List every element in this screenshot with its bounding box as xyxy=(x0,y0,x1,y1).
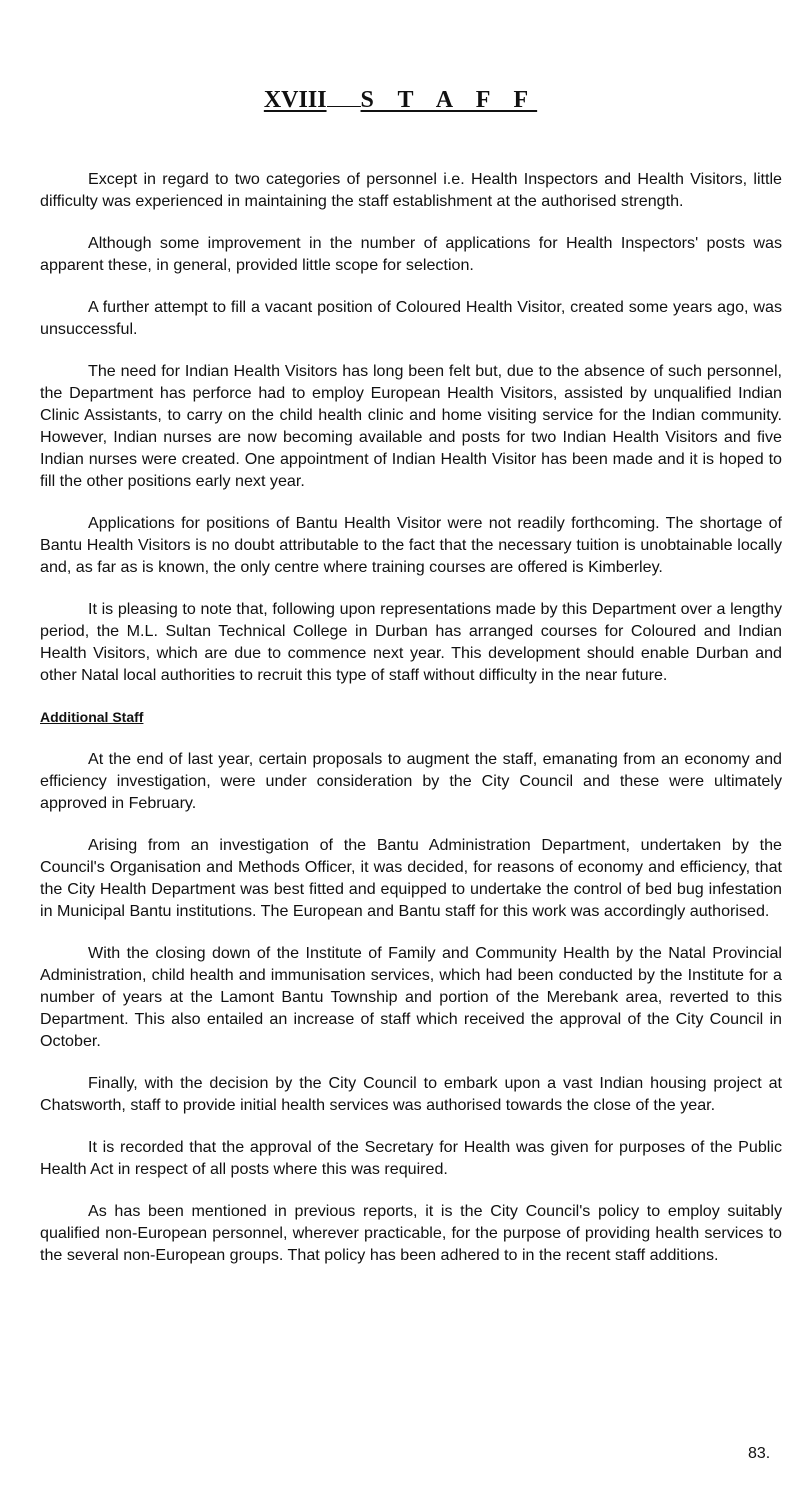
subheading-additional-staff: Additional Staff xyxy=(40,709,144,725)
paragraph: Arising from an investigation of the Bantu Administration Department, undertaken by the Council's Organisation and Methods Officer, it was decided, for reasons of economy and efficiency, that the City Health Department was best fitted and equipped to undertake the control of bed bug infestation in Municipal Bantu institutions. The European and Bantu staff for this work was accordingly authorised. xyxy=(40,836,782,920)
section-heading xyxy=(0,84,801,115)
page-number: 83. xyxy=(748,1445,771,1462)
paragraph: A further attempt to fill a vacant position of Coloured Health Visitor, created some years ago, was unsuccessful. xyxy=(40,298,782,338)
paragraph: Except in regard to two categories of personnel i.e. Health Inspectors and Health Visitors, little difficulty was experienced in maintaining the staff establishment at the authorised strength. xyxy=(40,170,782,210)
paragraph: Applications for positions of Bantu Health Visitor were not readily forthcoming. The shortage of Bantu Health Visitors is no doubt attributable to the fact that the necessary tuition is unobtainable locally and, as far as is known, the only centre where training courses are offered is Kimberley. xyxy=(40,514,782,576)
paragraph: Although some improvement in the number of applications for Health Inspectors' posts was apparent these, in general, provided little scope for selection. xyxy=(40,234,782,274)
paragraph: As has been mentioned in previous reports, it is the City Council's policy to employ suitably qualified non-European personnel, wherever practicable, for the purpose of providing health services to the several non-European groups. That policy has been adhered to in the recent staff additions. xyxy=(40,1202,782,1264)
section-title: S T A F F xyxy=(360,87,538,113)
section-number: XVIII xyxy=(263,87,327,113)
paragraph: It is pleasing to note that, following upon representations made by this Department over a lengthy period, the M.L. Sultan Technical College in Durban has arranged courses for Coloured and Indian Health Visitors, which are due to commence next year. This development should enable Durban and other Natal local authorities to recruit this type of staff without difficulty in the near future. xyxy=(40,600,782,684)
paragraph: At the end of last year, certain proposals to augment the staff, emanating from an economy and efficiency investigation, were under consideration by the City Council and these were ultimately approved in February. xyxy=(40,750,782,812)
paragraph: The need for Indian Health Visitors has long been felt but, due to the absence of such personnel, the Department has perforce had to employ European Health Visitors, assisted by unqualified Indian Clinic Assistants, to carry on the child health clinic and home visiting service for the Indian community. However, Indian nurses are now becoming available and posts for two Indian Health Visitors and five Indian nurses were created. One appointment of Indian Health Visitor has been made and it is hoped to fill the other positions early next year. xyxy=(40,362,782,490)
paragraph: Finally, with the decision by the City Council to embark upon a vast Indian housing project at Chatsworth, staff to provide initial health services was authorised towards the close of the year. xyxy=(40,1074,782,1114)
paragraph: With the closing down of the Institute of Family and Community Health by the Natal Provincial Administration, child health and immunisation services, which had been conducted by the Institute for a number of years at the Lamont Bantu Township and portion of the Merebank area, reverted to this Department. This also entailed an increase of staff which received the approval of the City Council in October. xyxy=(40,944,782,1050)
paragraph: It is recorded that the approval of the Secretary for Health was given for purposes of the Public Health Act in respect of all posts where this was required. xyxy=(40,1138,782,1178)
heading-underline-gap xyxy=(327,84,361,107)
body-text xyxy=(40,168,782,1286)
